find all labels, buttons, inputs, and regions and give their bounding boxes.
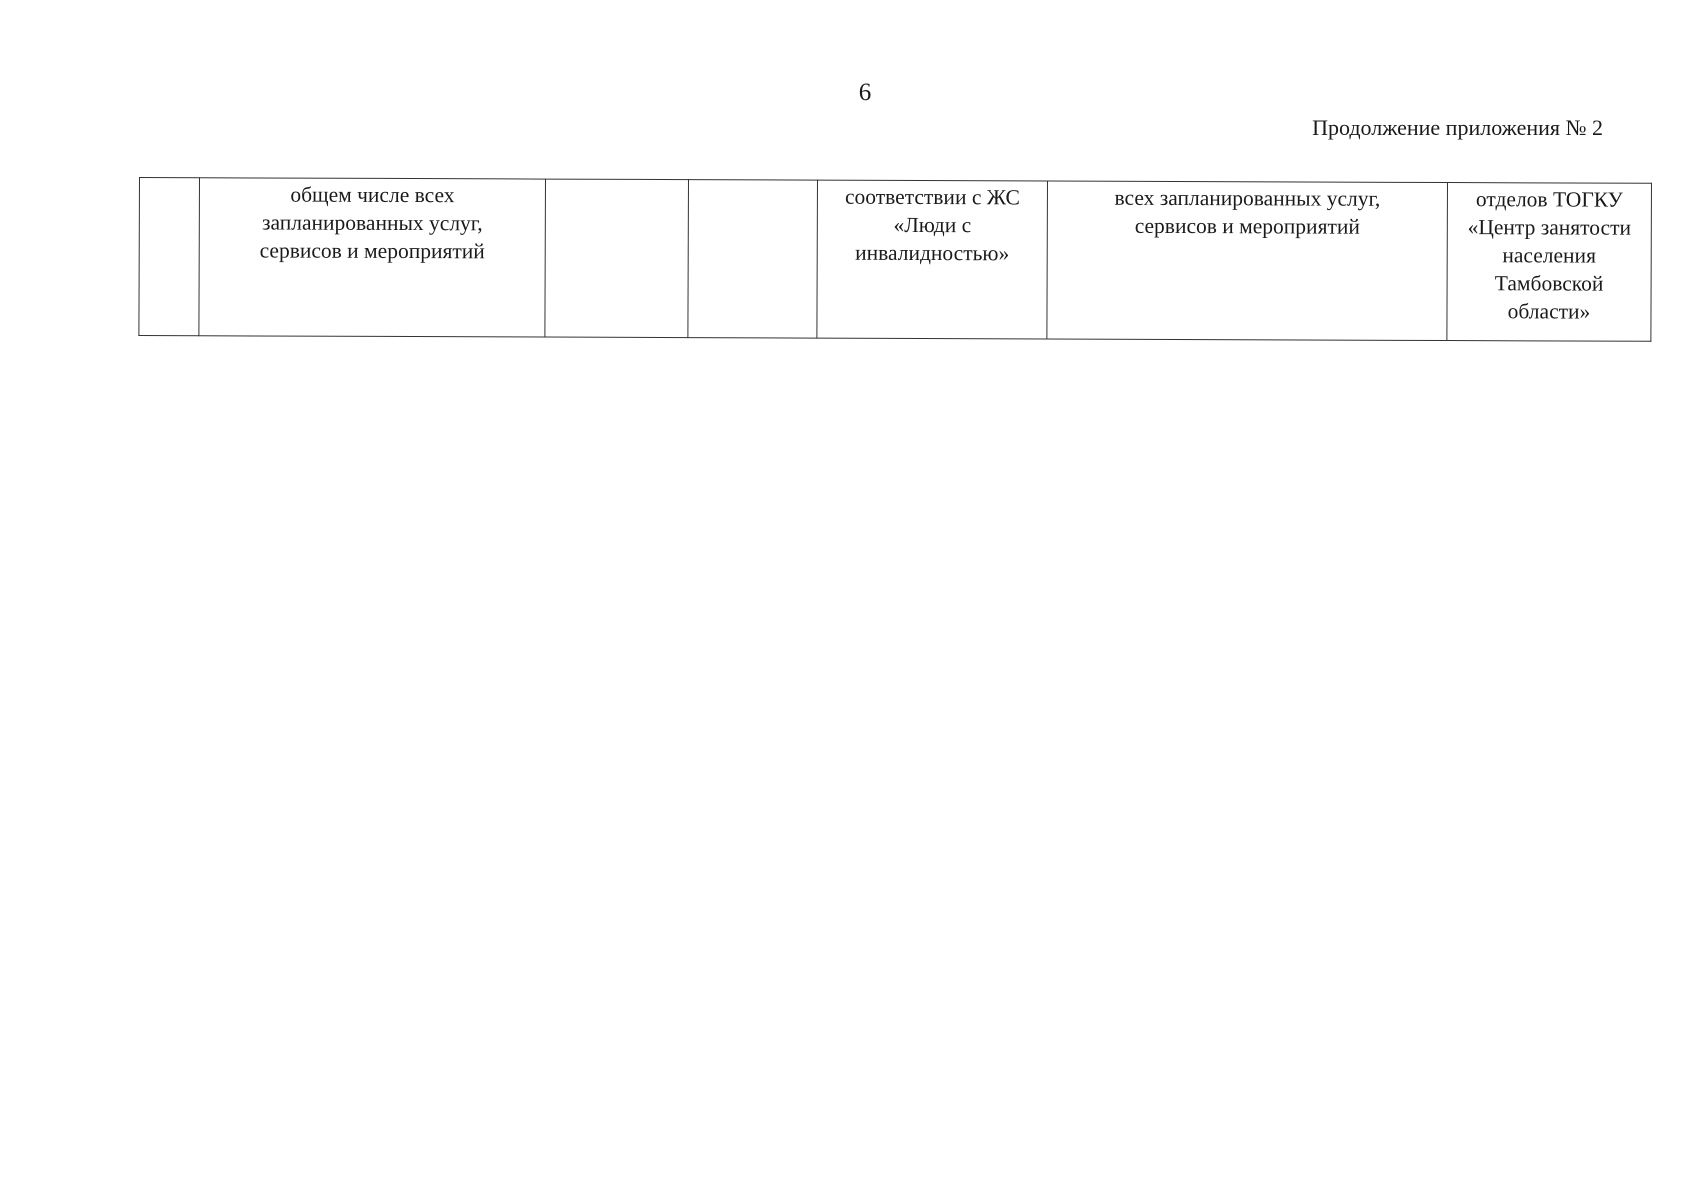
cell-text-line: населения bbox=[1502, 243, 1597, 268]
table-cell-empty bbox=[688, 180, 818, 338]
table-cell-number bbox=[139, 178, 200, 336]
cell-text-line: «Центр занятости bbox=[1467, 215, 1632, 240]
table-cell-responsible bbox=[1447, 183, 1652, 342]
appendix-note: Продолжение приложения № 2 bbox=[1312, 115, 1603, 140]
cell-text-line: запланированных услуг, bbox=[261, 210, 483, 236]
cell-text-line: соответствии с ЖС bbox=[844, 184, 1020, 210]
cell-text-line: инвалидностью» bbox=[855, 240, 1010, 266]
table-cell-description bbox=[1047, 181, 1448, 341]
page-number: 6 bbox=[858, 79, 872, 106]
cell-text-line: сервисов и мероприятий bbox=[1134, 213, 1360, 239]
appendix-table bbox=[138, 177, 1652, 342]
cell-text-line: Тамбовской bbox=[1494, 271, 1604, 296]
table-cell-indicator bbox=[199, 178, 546, 337]
cell-text-line: отделов ТОГКУ bbox=[1475, 187, 1623, 212]
table-cell-empty bbox=[545, 179, 689, 338]
table-row bbox=[139, 178, 1652, 342]
cell-text-line: «Люди с bbox=[893, 212, 972, 238]
cell-text-line: области» bbox=[1507, 299, 1591, 324]
table-cell-basis bbox=[817, 180, 1048, 339]
cell-text-line: всех запланированных услуг, bbox=[1114, 185, 1381, 211]
cell-text-line: сервисов и мероприятий bbox=[259, 238, 485, 264]
cell-text-line: общем числе всех bbox=[290, 182, 455, 208]
